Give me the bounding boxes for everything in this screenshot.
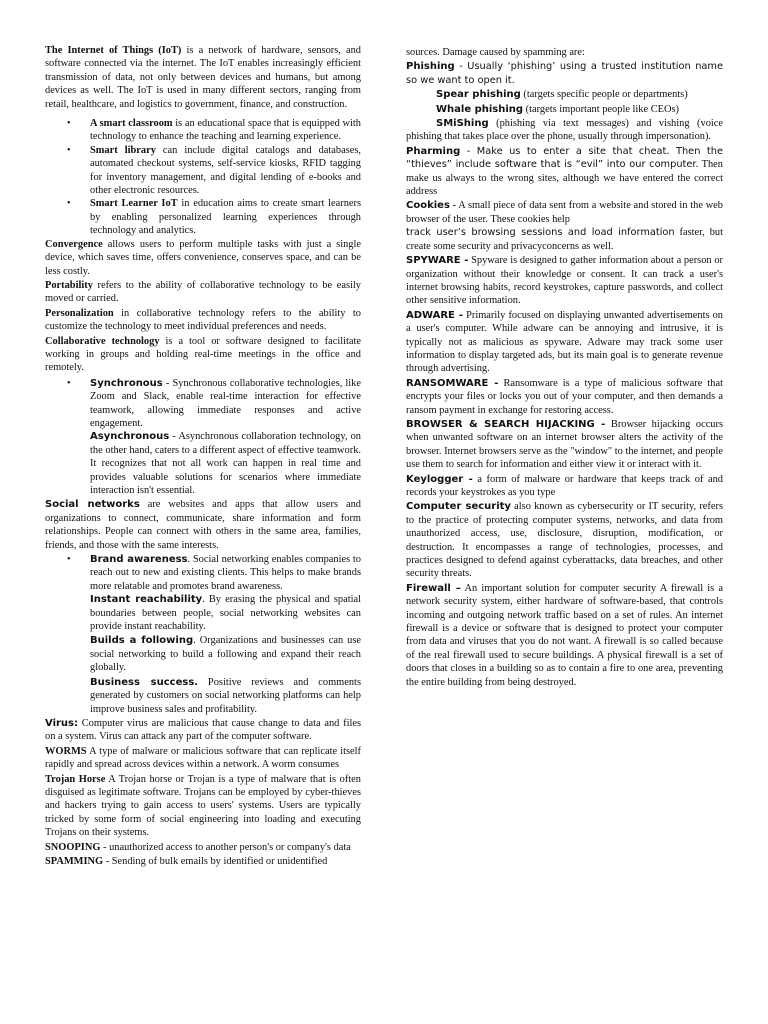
iot-text: is a network of hardware, sensors, and software connected via the internet. The IoT enables increasingly efficient transmission of data, not only between devices and humans, but among devices as well. The IoT is used in many different sectors, ranging from retail, healthcare, and logistics to government, finance, and construction. [45, 45, 362, 110]
sync-term: Synchronous [90, 377, 163, 389]
spam-continued: sources. Damage caused by spamming are: [406, 47, 585, 58]
convergence-term: Convergence [45, 238, 103, 250]
pharming-paragraph [406, 145, 723, 199]
keylogger-term: Keylogger - [406, 473, 473, 485]
ransomware-term: RANSOMWARE - [406, 377, 499, 389]
list-item [45, 197, 361, 237]
personalization-term: Personalization [45, 307, 114, 319]
async-text: - Asynchronous collaboration technology, on the other hand, caters to a different aspect of effective teamwork. It recognizes that not all work can happen in real time and provides valuable solutions for scenarios where immediate interaction isn't essential. [90, 431, 361, 496]
cookies-sans-text: track user’s browsing sessions and load information [406, 227, 675, 239]
adware-text: Primarily focused on displaying unwanted advertisements on a user's computer. While adware can be annoying and intrusive, it is typically not as malicious as spyware. Adware may track some user information to display targeted ads, but its main goal is to generate revenue through advertising. [406, 309, 723, 375]
phishing-text: - Usually ‘phishing’ using a trusted institution name so we want to open it. [406, 61, 723, 86]
ransomware-text: Ransomware is a type of malicious software that encrypts your files or locks you out of your computer, and then demands a ransom payment in exchange for restoring access. [406, 377, 724, 416]
hijacking-paragraph [406, 418, 723, 472]
keylogger-paragraph [406, 473, 723, 500]
smart-library-text: can include digital catalogs and databases, automated checkout systems, self-service kiosks, RFID tagging for inventory management, and digital lending of e-books and other electronic resources. [90, 144, 361, 197]
spear-paragraph [406, 88, 723, 101]
spyware-paragraph [406, 254, 723, 308]
worms-term: WORMS [45, 745, 87, 757]
snooping-paragraph [45, 841, 361, 854]
follow-term: Builds a following [90, 635, 194, 647]
spamming-paragraph [45, 855, 361, 868]
ransomware-paragraph [406, 377, 723, 417]
firewall-term: Firewall – [406, 582, 461, 594]
success-term: Business success. [90, 676, 199, 688]
follow-text: . Organizations and businesses can use social networking to build a following and expand their reach globally. [90, 635, 361, 674]
virus-paragraph [45, 717, 361, 744]
portability-text: refers to the ability of collaborative technology to be easily moved or carried. [45, 279, 361, 305]
sync-text: - Synchronous collaborative technologies, like Zoom and Slack, enable real-time interaction for effective teamwork, allowing immediate responses and active engagement. [90, 377, 361, 429]
firewall-paragraph [406, 582, 723, 689]
spear-term: Spear phishing [436, 89, 521, 101]
virus-term: Virus: [45, 717, 78, 729]
whale-term: Whale phishing [436, 103, 524, 115]
iot-paragraph [45, 44, 361, 111]
reach-term: Instant reachability [90, 594, 203, 606]
iot-term: The Internet of Things (IoT) [45, 45, 182, 56]
smishing-term: SMiShing [436, 118, 489, 130]
social-paragraph [45, 498, 361, 552]
async-term: Asynchronous [90, 431, 170, 443]
personalization-text: in collaborative technology refers to the ability to customize the technology to meet individual preferences and needs. [45, 307, 361, 333]
whale-paragraph [406, 103, 723, 116]
cookies-term: Cookies [406, 200, 450, 212]
follow-paragraph [45, 634, 361, 674]
portability-term: Portability [45, 279, 93, 291]
list-item [45, 377, 361, 431]
snooping-text: - unauthorized access to another person's or company's data [100, 841, 351, 853]
computer-security-paragraph [406, 500, 723, 580]
bullet-icon: • [67, 554, 71, 566]
hijacking-term: BROWSER & SEARCH HIJACKING - [406, 418, 606, 430]
phishing-paragraph [406, 60, 723, 87]
collab-term: Collaborative technology [45, 335, 160, 347]
worms-paragraph [45, 745, 361, 772]
bullet-icon: • [67, 377, 71, 389]
cookies-text-2: faster, but create some security and privacyconcerns as well. [406, 227, 723, 252]
brand-term: Brand awareness [90, 554, 188, 566]
snooping-term: SNOOPING [45, 841, 101, 853]
iot-bullet-list [45, 117, 361, 238]
success-paragraph [45, 676, 361, 716]
smart-classroom-term: A smart classroom [90, 118, 173, 130]
trojan-text: A Trojan horse or Trojan is a type of malware that is often disguised as legitimate software. Trojans can be employed by cyber-thieves and hackers trying to gain access to users' systems. Users are typically tricked by some form of social engineering into loading and executing Trojans on their systems. [45, 773, 361, 839]
bullet-icon: • [67, 198, 71, 210]
social-bullet-list [45, 553, 361, 593]
adware-paragraph [406, 309, 723, 376]
left-column [45, 44, 361, 869]
trojan-paragraph [45, 773, 361, 840]
convergence-paragraph [45, 238, 361, 278]
social-term: Social networks [45, 499, 140, 511]
virus-text: Computer virus are malicious that cause change to data and files on a system. Virus can attack any part of the computer software. [45, 717, 361, 743]
cookies-text: - A small piece of data sent from a website and stored in the web browser of the user. These cookies help [406, 200, 723, 225]
spear-text: (targets specific people or departments) [520, 89, 688, 101]
smishing-paragraph [406, 117, 723, 144]
reach-paragraph [45, 593, 361, 633]
bullet-icon: • [67, 144, 71, 156]
right-column [406, 46, 723, 690]
hijacking-text: Browser hijacking occurs when unwanted software on an internet browser alters the activity of the browser. Internet browsers serve as the "window" to the internet, and people use them to search for information and either view it or interact with it. [406, 418, 723, 471]
collab-text: is a tool or software designed to facilitate working in groups and holding real-time meetings in the office and remotely. [45, 335, 361, 374]
firewall-text: An important solution for computer security A firewall is a network security system, either hardware of software-based, that controls incoming and outgoing network traffic based on a set of rules. An internet firewall is a device or software that is designed to protect your computer from data and viruses that you do not want. A firewall is so called because of the real firewall used to secure buildings. A physical firewall is a set of doors that closes in a building so as to contain a fire to one area, preventing the entire building from being destroyed. [406, 582, 723, 688]
collab-bullet-list [45, 377, 361, 431]
spyware-text: Spyware is designed to gather information about a person or organization without their knowledge or consent. It can track a user's internet browsing habits, record keystrokes, capture passwords, and collect other sensitive information. [406, 255, 723, 307]
async-paragraph [45, 430, 361, 497]
adware-term: ADWARE - [406, 309, 464, 321]
smart-classroom-text: is an educational space that is equipped with technology to enhance the teaching and learning experience. [90, 118, 361, 143]
smart-library-term: Smart library [90, 144, 156, 156]
smart-learner-text: in education aims to create smart learners by enabling personalized learning experiences through technology and analytics. [90, 198, 362, 237]
keylogger-text: a form of malware or hardware that keeps track of and records your keystrokes as you type [406, 473, 724, 498]
social-text: are websites and apps that allow users and organizations to connect, communicate, share information and form relationships. People can connect with others in the same area, families, friends, and those with the same interests. [45, 499, 361, 551]
phishing-term: Phishing [406, 61, 455, 73]
smishing-text: (phishing via text messages) and vishing (voice phishing that takes place over the phone, usually through impersonation). [406, 118, 723, 143]
spamming-text: - Sending of bulk emails by identified or unidentified [103, 855, 328, 867]
cookies-paragraph [406, 199, 723, 253]
list-item [45, 144, 361, 198]
reach-text: . By erasing the physical and spatial boundaries between people, social networking websites can provide instant reachability. [90, 594, 361, 633]
pharming-text: Then make us always to the wrong sites, although we have entered the correct address [406, 159, 723, 198]
brand-text: . Social networking enables companies to reach out to new and existing clients. This helps to make brands more relatable and promotes brand awareness. [90, 554, 361, 592]
list-item [45, 117, 361, 144]
computer-security-text: also known as cybersecurity or IT security, refers to the practice of protecting computer systems, networks, and data from unauthorized access, use, disclosure, disruption, modification, or destruction. It encompasses a range of technologies, processes, and practices designed to defend against cyberattacks, data breaches, and other security threats. [406, 501, 723, 580]
pharming-term: Pharming [406, 145, 461, 157]
spamming-term: SPAMMING [45, 855, 104, 867]
convergence-text: allows users to perform multiple tasks with just a single device, which saves time, offers convenience, conserves space, and can be less costly. [45, 238, 361, 277]
whale-text: (targets important people like CEOs) [523, 103, 679, 115]
pharming-text-sans: - Make us to enter a site that cheat. Then the “thieves” include software that is “evil” into our computer. [406, 145, 723, 171]
bullet-icon: • [67, 118, 71, 130]
smart-learner-term: Smart Learner IoT [90, 198, 178, 210]
personalization-paragraph [45, 307, 361, 334]
list-item [45, 553, 361, 593]
success-text: Positive reviews and comments generated by customers on social networking platforms can help improve business sales and profitability. [90, 676, 361, 715]
spyware-term: SPYWARE - [406, 255, 469, 267]
trojan-term: Trojan Horse [45, 773, 106, 785]
worms-text: A type of malware or malicious software that can replicate itself rapidly and spread across devices within a network. A worm consumes [45, 745, 361, 771]
portability-paragraph [45, 279, 361, 306]
collab-paragraph [45, 335, 361, 375]
computer-security-term: Computer security [406, 501, 511, 513]
